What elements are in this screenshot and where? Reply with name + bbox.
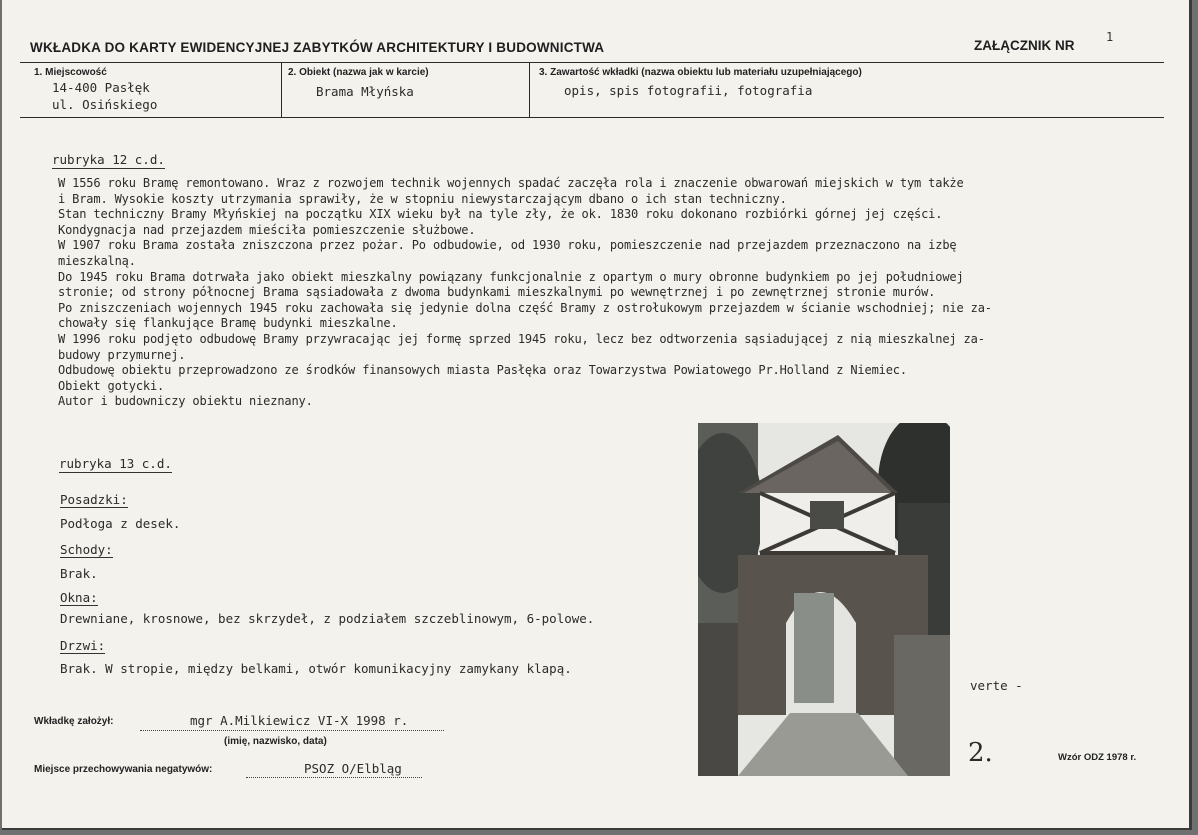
text-line: Po zniszczeniach wojennych 1945 roku zachowała się jedynie dolna część Bramy z ostrołukowym przejazdem w ścianie wschodniej; nie za- (58, 300, 992, 315)
text-line: Obiekt gotycki. (58, 378, 165, 393)
attachment-number: 1 (1106, 30, 1114, 44)
drzwi-heading: Drzwi: (60, 638, 106, 653)
posadzki-value: Podłoga z desek. (60, 516, 181, 531)
storage-label: Miejsce przechowywania negatywów: (34, 764, 213, 775)
gate-photograph (698, 423, 950, 776)
storage-value: PSOZ O/Elbląg (304, 761, 402, 776)
form-title: WKŁADKA DO KARTY EWIDENCYJNEJ ZABYTKÓW ARCHITEKTURY I BUDOWNICTWA (30, 40, 605, 55)
object-value: Brama Młyńska (316, 84, 414, 99)
text-line: mieszkalną. (58, 253, 136, 268)
drzwi-value: Brak. W stropie, między belkami, otwór komunikacyjny zamykany klapą. (60, 661, 572, 676)
fields-rule (20, 117, 1164, 118)
okna-heading: Okna: (60, 590, 98, 605)
created-by-label: Wkładkę założył: (34, 716, 114, 727)
field-2-label: 2. Obiekt (nazwa jak w karcie) (288, 67, 429, 78)
field-divider-1 (281, 62, 282, 117)
rubryka-12-heading: rubryka 12 c.d. (52, 152, 165, 167)
created-by-dotted-line (140, 730, 444, 731)
posadzki-heading: Posadzki: (60, 492, 128, 507)
contents-value: opis, spis fotografii, fotografia (564, 83, 813, 98)
attachment-label: ZAŁĄCZNIK NR (974, 38, 1075, 53)
locality-value-line2: ul. Osińskiego (52, 97, 158, 112)
rubryka-13-heading: rubryka 13 c.d. (59, 456, 172, 471)
text-line: Autor i budowniczy obiektu nieznany. (58, 394, 313, 409)
field-divider-2 (529, 62, 530, 117)
text-line: stronie; od strony północnej Brama sąsiadowała z dwoma budynkami mieszkalnymi po wewnętrznej i po zewnętrznej stronie murów. (58, 285, 936, 300)
text-line: i Bram. Wysokie koszty utrzymania sprawiły, że w stopniu niewystarczającym dbano o ich stan techniczny. (58, 191, 787, 206)
text-line: budowy przymurnej. (58, 347, 186, 362)
created-by-hint: (imię, nazwisko, data) (224, 736, 327, 747)
record-card (2, 0, 1192, 830)
text-line: W 1907 roku Brama została zniszczona przez pożar. Po odbudowie, od 1930 roku, pomieszczenie nad przejazdem przeznaczono na izbę (58, 238, 957, 253)
text-line: Stan techniczny Bramy Młyńskiej na początku XIX wieku był na tyle zły, że ok. 1830 roku dokonano rozbiórki górnej jej części. (58, 207, 943, 222)
rubryka-12-text (58, 176, 1138, 410)
created-by-value: mgr A.Milkiewicz VI-X 1998 r. (190, 713, 409, 728)
text-line: Do 1945 roku Brama dotrwała jako obiekt mieszkalny powiązany funkcjonalnie z opartym o mury obronne budynkiem po jej południowej (58, 269, 964, 284)
locality-value-line1: 14-400 Pasłęk (52, 80, 150, 95)
header-rule (20, 62, 1164, 63)
text-line: W 1996 roku podjęto odbudowę Bramy przywracając jej formę sprzed 1945 roku, lecz bez odtworzenia sąsiadującej z nią mieszkalnej za- (58, 331, 985, 346)
verte-note: verte - (970, 678, 1023, 693)
schody-value: Brak. (60, 566, 98, 581)
storage-dotted-line (246, 777, 422, 778)
form-code: Wzór ODZ 1978 r. (1058, 752, 1137, 763)
page-number: 2. (968, 738, 993, 768)
text-line: Kondygnacja nad przejazdem mieściła pomieszczenie służbowe. (58, 222, 476, 237)
text-line: W 1556 roku Bramę remontowano. Wraz z rozwojem technik wojennych spadać zaczęła rola i znaczenie obwarowań miejskich w tym także (58, 176, 964, 190)
text-line: chowały się flankujące Bramę budynki mieszkalne. (58, 316, 398, 331)
okna-value: Drewniane, krosnowe, bez skrzydeł, z podziałem szczeblinowym, 6-polowe. (60, 611, 595, 626)
text-line: Odbudowę obiektu przeprowadzono ze środków finansowych miasta Pasłęka oraz Towarzystwa Powiatowego Pr.Holland z Niemiec. (58, 363, 907, 378)
schody-heading: Schody: (60, 542, 113, 557)
field-3-label: 3. Zawartość wkładki (nazwa obiektu lub materiału uzupełniającego) (539, 67, 862, 78)
field-1-label: 1. Miejscowość (34, 67, 107, 78)
